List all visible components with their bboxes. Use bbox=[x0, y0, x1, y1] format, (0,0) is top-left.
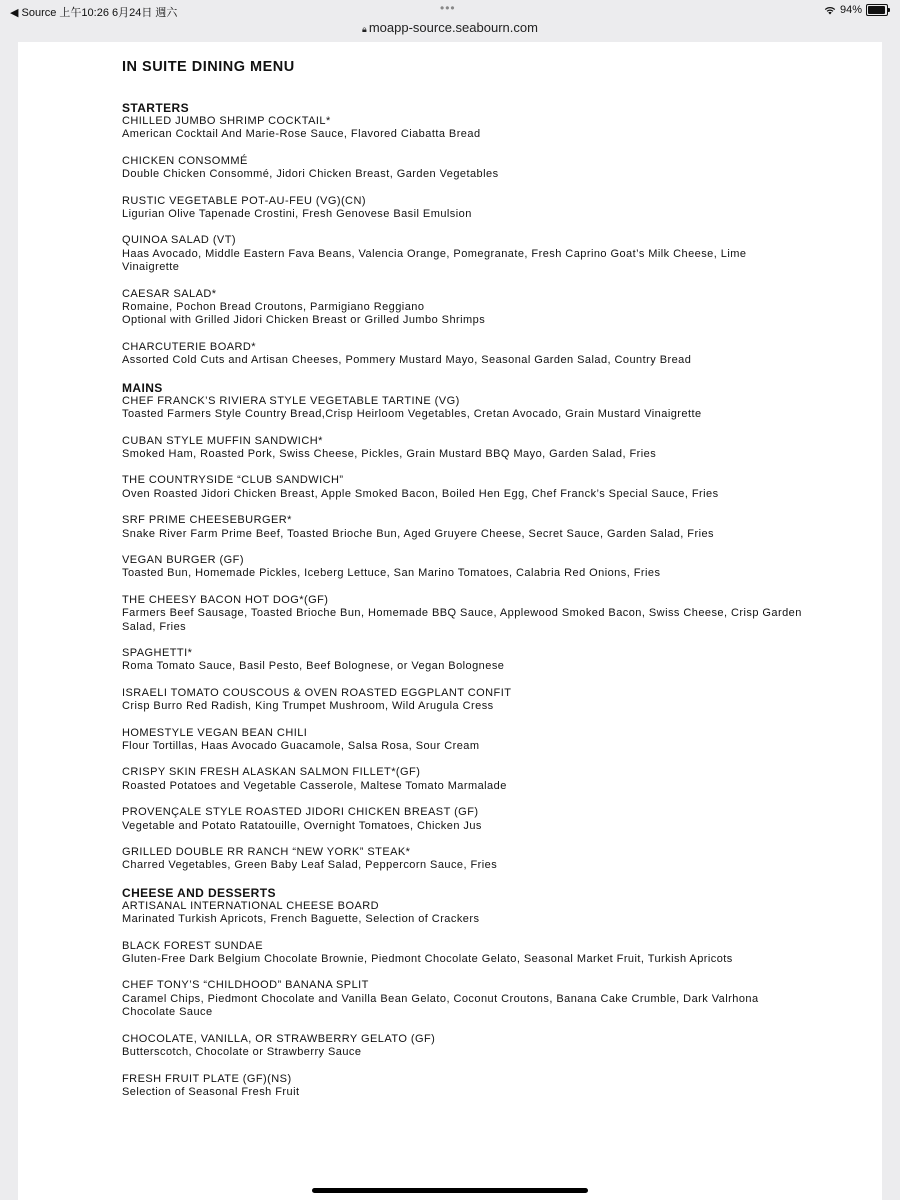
menu-item bbox=[122, 474, 802, 501]
menu-item-description: Toasted Farmers Style Country Bread,Crisp Heirloom Vegetables, Cretan Avocado, Grain Mustard Vinaigrette bbox=[122, 408, 702, 421]
menu-item-name: ARTISANAL INTERNATIONAL CHEESE BOARD bbox=[122, 899, 380, 912]
status-bar bbox=[0, 0, 900, 22]
menu-item-name: SPAGHETTI* bbox=[122, 646, 193, 659]
menu-item-description: Roasted Potatoes and Vegetable Casserole, Maltese Tomato Marmalade bbox=[122, 779, 507, 792]
menu-item-description: Vegetable and Potato Ratatouille, Overnight Tomatoes, Chicken Jus bbox=[122, 819, 482, 832]
menu-item bbox=[122, 900, 802, 927]
menu-item-name: RUSTIC VEGETABLE POT-AU-FEU (VG)(CN) bbox=[122, 194, 366, 207]
menu-item-name: BLACK FOREST SUNDAE bbox=[122, 939, 263, 952]
section-title: CHEESE AND DESSERTS bbox=[122, 885, 276, 900]
menu-item-description: Oven Roasted Jidori Chicken Breast, Apple Smoked Bacon, Boiled Hen Egg, Chef Franck’s Special Sauce, Fries bbox=[122, 487, 719, 500]
menu-item-description: American Cocktail And Marie-Rose Sauce, Flavored Ciabatta Bread bbox=[122, 128, 481, 141]
section-title: STARTERS bbox=[122, 101, 189, 115]
menu-item bbox=[122, 766, 802, 793]
menu-item bbox=[122, 155, 802, 182]
web-page bbox=[18, 42, 882, 1200]
menu-item bbox=[122, 594, 802, 634]
menu-content bbox=[122, 42, 802, 1112]
menu-item-description: Assorted Cold Cuts and Artisan Cheeses, Pommery Mustard Mayo, Seasonal Garden Salad, Country Bread bbox=[122, 354, 692, 367]
menu-item-name: CUBAN STYLE MUFFIN SANDWICH* bbox=[122, 434, 323, 447]
menu-item bbox=[122, 288, 802, 328]
page-title: IN SUITE DINING MENU bbox=[122, 59, 295, 75]
menu-item-description: Farmers Beef Sausage, Toasted Brioche Bun, Homemade BBQ Sauce, Applewood Smoked Bacon, Swiss Cheese, Crisp Garden Salad, Fries bbox=[122, 607, 802, 633]
battery-percent: 94% bbox=[839, 4, 862, 16]
status-indicators bbox=[824, 4, 888, 16]
menu-item-name: THE COUNTRYSIDE “CLUB SANDWICH” bbox=[122, 474, 344, 487]
menu-item-description: Flour Tortillas, Haas Avocado Guacamole, Salsa Rosa, Sour Cream bbox=[122, 740, 480, 752]
menu-item-name: CHOCOLATE, VANILLA, OR STRAWBERRY GELATO (GF) bbox=[122, 1032, 436, 1045]
menu-item-description: Butterscotch, Chocolate or Strawberry Sauce bbox=[122, 1046, 362, 1059]
menu-item bbox=[122, 395, 802, 422]
menu-item bbox=[122, 554, 802, 581]
menu-item bbox=[122, 727, 802, 754]
menu-item bbox=[122, 846, 802, 873]
menu-item bbox=[122, 979, 802, 1019]
url-text: moapp-source.seabourn.com bbox=[368, 20, 538, 35]
menu-item bbox=[122, 1073, 802, 1100]
menu-item bbox=[122, 195, 802, 222]
menu-item-description: Charred Vegetables, Green Baby Leaf Salad, Peppercorn Sauce, Fries bbox=[122, 859, 498, 872]
menu-item bbox=[122, 940, 802, 967]
menu-item bbox=[122, 115, 802, 142]
menu-item-description: Double Chicken Consommé, Jidori Chicken Breast, Garden Vegetables bbox=[122, 168, 499, 181]
menu-item-name: ISRAELI TOMATO COUSCOUS & OVEN ROASTED EGGPLANT CONFIT bbox=[122, 686, 512, 699]
menu-item bbox=[122, 687, 802, 714]
battery-level bbox=[868, 6, 885, 14]
menu-item-description: Romaine, Pochon Bread Croutons, Parmigiano Reggiano bbox=[122, 301, 425, 314]
menu-item-name: CAESAR SALAD* bbox=[122, 287, 217, 300]
menu-item-name: FRESH FRUIT PLATE (GF)(NS) bbox=[122, 1072, 292, 1085]
menu-section bbox=[122, 381, 802, 873]
menu-item bbox=[122, 647, 802, 674]
menu-item-description: Smoked Ham, Roasted Pork, Swiss Cheese, Pickles, Grain Mustard BBQ Mayo, Garden Salad, Fries bbox=[122, 447, 657, 460]
menu-item-description: Marinated Turkish Apricots, French Baguette, Selection of Crackers bbox=[122, 913, 480, 926]
menu-item bbox=[122, 806, 802, 833]
menu-item-name: SRF PRIME CHEESEBURGER* bbox=[122, 514, 292, 527]
menu-item-description: Crisp Burro Red Radish, King Trumpet Mushroom, Wild Arugula Cress bbox=[122, 700, 494, 713]
menu-item-name: CRISPY SKIN FRESH ALASKAN SALMON FILLET*(GF) bbox=[122, 766, 421, 779]
section-title: MAINS bbox=[122, 380, 163, 395]
menu-item-description: Caramel Chips, Piedmont Chocolate and Vanilla Bean Gelato, Coconut Croutons, Banana Cake Crumble, Dark Valrhona Chocolate Sauce bbox=[122, 992, 759, 1019]
menu-item bbox=[122, 341, 802, 368]
menu-item-name: CHEF TONY’S “CHILDHOOD” BANANA SPLIT bbox=[122, 979, 369, 992]
menu-item-description: Roma Tomato Sauce, Basil Pesto, Beef Bolognese, or Vegan Bolognese bbox=[122, 660, 505, 673]
menu-item-name: QUINOA SALAD (VT) bbox=[122, 234, 237, 247]
menu-item-name: CHEF FRANCK’S RIVIERA STYLE VEGETABLE TARTINE (VG) bbox=[122, 394, 460, 407]
menu-item-description-extra: Optional with Grilled Jidori Chicken Breast or Grilled Jumbo Shrimps bbox=[122, 314, 486, 327]
menu-item-description: Gluten-Free Dark Belgium Chocolate Brownie, Piedmont Chocolate Gelato, Seasonal Market Fruit, Turkish Apricots bbox=[122, 953, 733, 966]
wifi-icon bbox=[824, 6, 836, 15]
menu-item bbox=[122, 234, 802, 274]
menu-item bbox=[122, 514, 802, 541]
menu-section bbox=[122, 101, 802, 368]
menu-item-name: GRILLED DOUBLE RR RANCH “NEW YORK” STEAK* bbox=[122, 846, 411, 859]
address-bar[interactable] bbox=[0, 20, 900, 40]
status-back-source[interactable]: ◀ Source 上午10:26 6月24日 週六 bbox=[10, 7, 178, 19]
menu-item bbox=[122, 1033, 802, 1060]
menu-item-name: CHARCUTERIE BOARD* bbox=[122, 340, 257, 353]
menu-item bbox=[122, 435, 802, 462]
menu-item-name: THE CHEESY BACON HOT DOG*(GF) bbox=[122, 593, 329, 606]
menu-item-name: PROVENÇALE STYLE ROASTED JIDORI CHICKEN BREAST (GF) bbox=[122, 806, 479, 819]
multitasking-dots[interactable]: ••• bbox=[440, 1, 456, 15]
home-indicator[interactable] bbox=[312, 1188, 588, 1193]
menu-item-description: Snake River Farm Prime Beef, Toasted Brioche Bun, Aged Gruyere Cheese, Secret Sauce, Garden Salad, Fries bbox=[122, 527, 714, 540]
menu-item-name: CHILLED JUMBO SHRIMP COCKTAIL* bbox=[122, 115, 331, 127]
menu-item-description: Ligurian Olive Tapenade Crostini, Fresh Genovese Basil Emulsion bbox=[122, 208, 472, 221]
menu-item-name: CHICKEN CONSOMMÉ bbox=[122, 154, 248, 167]
menu-section bbox=[122, 886, 802, 1099]
lock-icon: 🔒︎ bbox=[362, 24, 367, 34]
menu-item-description: Toasted Bun, Homemade Pickles, Iceberg Lettuce, San Marino Tomatoes, Calabria Red Onions, Fries bbox=[122, 567, 661, 580]
menu-item-name: VEGAN BURGER (GF) bbox=[122, 553, 244, 566]
menu-item-name: HOMESTYLE VEGAN BEAN CHILI bbox=[122, 726, 308, 739]
menu-item-description: Haas Avocado, Middle Eastern Fava Beans, Valencia Orange, Pomegranate, Fresh Caprino Goat’s Milk Cheese, Lime Vinaigrette bbox=[122, 247, 747, 274]
menu-item-description: Selection of Seasonal Fresh Fruit bbox=[122, 1085, 300, 1098]
battery-icon bbox=[866, 4, 888, 16]
